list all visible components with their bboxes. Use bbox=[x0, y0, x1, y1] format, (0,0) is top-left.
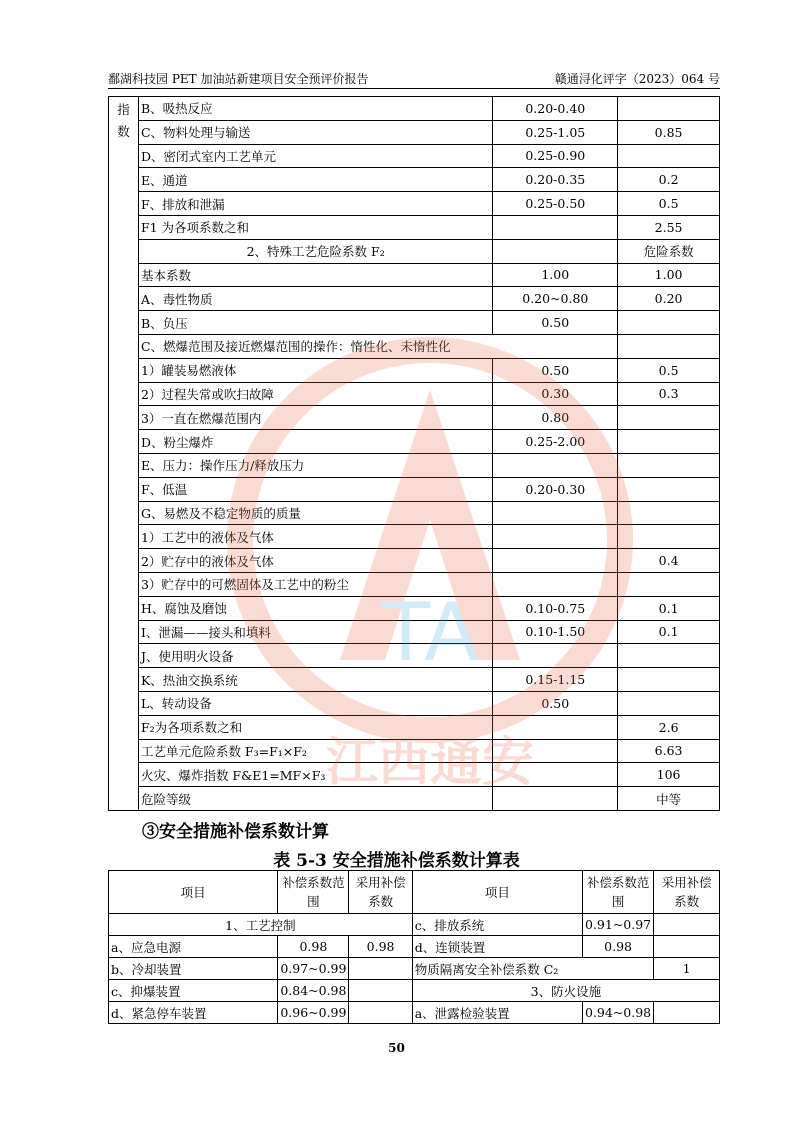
row-value: 危险系数 bbox=[618, 239, 720, 263]
row-range: 0.50 bbox=[493, 358, 618, 382]
group-fire-facilities: 3、防火设施 bbox=[412, 980, 719, 1002]
table-row bbox=[109, 334, 720, 358]
row-item: H、腐蚀及磨蚀 bbox=[138, 596, 492, 620]
row-item: 基本系数 bbox=[138, 263, 492, 287]
row-range bbox=[493, 525, 618, 549]
row-item: 3）一直在燃爆范围内 bbox=[138, 406, 492, 430]
row-item: E、通道 bbox=[138, 168, 492, 192]
row-range: 0.30 bbox=[493, 382, 618, 406]
row-value bbox=[618, 525, 720, 549]
row-item: D、粉尘爆炸 bbox=[138, 430, 492, 454]
row-range: 0.25-1.05 bbox=[493, 120, 618, 144]
table-row bbox=[109, 453, 720, 477]
row-value bbox=[618, 572, 720, 596]
table-row bbox=[109, 358, 720, 382]
row-range bbox=[493, 239, 618, 263]
row-range bbox=[493, 549, 618, 573]
row-item: L、转动设备 bbox=[138, 691, 492, 715]
table-row bbox=[109, 525, 720, 549]
row-item: F、低温 bbox=[138, 477, 492, 501]
row-item: E、压力：操作压力/释放压力 bbox=[138, 453, 492, 477]
row-range bbox=[493, 715, 618, 739]
row-item: 2）过程失常或吹扫故障 bbox=[138, 382, 492, 406]
row-range bbox=[493, 501, 618, 525]
row-item: 2、特殊工艺危险系数 F₂ bbox=[138, 239, 492, 263]
side-label: 指数 bbox=[109, 97, 139, 811]
header-range: 补偿系数范围 bbox=[583, 871, 654, 914]
table-row bbox=[109, 715, 720, 739]
table-row bbox=[109, 739, 720, 763]
row-value: 0.5 bbox=[618, 358, 720, 382]
table-row bbox=[109, 691, 720, 715]
table-row bbox=[109, 668, 720, 692]
hazard-coefficient-table bbox=[108, 96, 720, 811]
row-value bbox=[618, 477, 720, 501]
row-item: F1 为各项系数之和 bbox=[138, 215, 492, 239]
row-range: 0.50 bbox=[493, 691, 618, 715]
row-value: 106 bbox=[618, 763, 720, 787]
row-item: d、紧急停车装置 bbox=[109, 1002, 278, 1024]
row-range: 0.98 bbox=[278, 936, 349, 958]
row-item: D、密闭式室内工艺单元 bbox=[138, 144, 492, 168]
table-caption: 表 5-3 安全措施补偿系数计算表 bbox=[273, 851, 520, 871]
row-value: 2.55 bbox=[618, 215, 720, 239]
header-range: 补偿系数范围 bbox=[278, 871, 349, 914]
row-value: 0.4 bbox=[618, 549, 720, 573]
row-range: 0.10-1.50 bbox=[493, 620, 618, 644]
table-row bbox=[109, 763, 720, 787]
compensation-table bbox=[108, 870, 720, 1024]
table-row bbox=[109, 596, 720, 620]
table-row bbox=[109, 311, 720, 335]
row-value bbox=[618, 311, 720, 335]
row-range: 0.25-0.50 bbox=[493, 192, 618, 216]
row-item: G、易燃及不稳定物质的质量 bbox=[138, 501, 492, 525]
row-item: 1）工艺中的液体及气体 bbox=[138, 525, 492, 549]
row-range: 0.20-0.35 bbox=[493, 168, 618, 192]
row-range: 0.91~0.97 bbox=[583, 914, 654, 936]
row-value: 中等 bbox=[618, 787, 720, 811]
row-range: 0.25-0.90 bbox=[493, 144, 618, 168]
row-item: B、负压 bbox=[138, 311, 492, 335]
table-row bbox=[109, 477, 720, 501]
row-used bbox=[349, 980, 412, 1002]
table-row bbox=[109, 168, 720, 192]
row-item: A、毒性物质 bbox=[138, 287, 492, 311]
table-row bbox=[109, 549, 720, 573]
header-item: 项目 bbox=[109, 871, 278, 914]
row-used bbox=[654, 914, 720, 936]
row-value: 2.6 bbox=[618, 715, 720, 739]
row-range: 0.97~0.99 bbox=[278, 958, 349, 980]
row-range: 0.84~0.98 bbox=[278, 980, 349, 1002]
table-row bbox=[109, 215, 720, 239]
table-row bbox=[109, 787, 720, 811]
row-range: 0.20-0.40 bbox=[493, 97, 618, 121]
row-value bbox=[618, 644, 720, 668]
row-item: F₂为各项系数之和 bbox=[138, 715, 492, 739]
row-item: I、泄漏——接头和填料 bbox=[138, 620, 492, 644]
row-value bbox=[618, 334, 720, 358]
row-value: 6.63 bbox=[618, 739, 720, 763]
row-value: 0.2 bbox=[618, 168, 720, 192]
row-range: 0.96~0.99 bbox=[278, 1002, 349, 1024]
row-range: 0.20~0.80 bbox=[493, 287, 618, 311]
row-used bbox=[654, 936, 720, 958]
row-value: 0.3 bbox=[618, 382, 720, 406]
watermark-text: 江西通安 bbox=[325, 733, 535, 793]
row-range bbox=[493, 787, 618, 811]
row-range bbox=[493, 763, 618, 787]
table-row bbox=[109, 620, 720, 644]
row-item: 3）贮存中的可燃固体及工艺中的粉尘 bbox=[138, 572, 492, 596]
row-item: 火灾、爆炸指数 F&E1=MF×F₃ bbox=[138, 763, 492, 787]
row-item: 2）贮存中的液体及气体 bbox=[138, 549, 492, 573]
row-item: c、抑爆装置 bbox=[109, 980, 278, 1002]
report-title: 鄱湖科技园 PET 加油站新建项目安全预评价报告 bbox=[108, 72, 369, 86]
row-range: 0.80 bbox=[493, 406, 618, 430]
row-value: 1.00 bbox=[618, 263, 720, 287]
row-range: 0.94~0.98 bbox=[583, 1002, 654, 1024]
row-range: 0.50 bbox=[493, 311, 618, 335]
row-total-item: 物质隔离安全补偿系数 C₂ bbox=[412, 958, 653, 980]
row-range: 0.25-2.00 bbox=[493, 430, 618, 454]
row-item: a、应急电源 bbox=[109, 936, 278, 958]
row-item: 1）罐装易燃液体 bbox=[138, 358, 492, 382]
table-row bbox=[109, 382, 720, 406]
row-range bbox=[493, 644, 618, 668]
row-value: 0.20 bbox=[618, 287, 720, 311]
row-value bbox=[618, 97, 720, 121]
row-used bbox=[654, 1002, 720, 1024]
row-range: 1.00 bbox=[493, 263, 618, 287]
table-row bbox=[109, 430, 720, 454]
table-row bbox=[109, 144, 720, 168]
row-value bbox=[618, 668, 720, 692]
table-row bbox=[109, 192, 720, 216]
page-number: 50 bbox=[388, 1041, 405, 1055]
row-value bbox=[618, 691, 720, 715]
row-value: 0.5 bbox=[618, 192, 720, 216]
row-value: 0.85 bbox=[618, 120, 720, 144]
row-used bbox=[349, 1002, 412, 1024]
header-used: 采用补偿系数 bbox=[349, 871, 412, 914]
row-item: 工艺单元危险系数 F₃=F₁×F₂ bbox=[138, 739, 492, 763]
row-range: 0.98 bbox=[583, 936, 654, 958]
header-used: 采用补偿系数 bbox=[654, 871, 720, 914]
table-row bbox=[109, 501, 720, 525]
group-process-control: 1、工艺控制 bbox=[109, 914, 413, 936]
row-range: 0.15-1.15 bbox=[493, 668, 618, 692]
header-item: 项目 bbox=[412, 871, 582, 914]
row-value bbox=[618, 406, 720, 430]
row-value: 0.1 bbox=[618, 596, 720, 620]
row-range bbox=[493, 739, 618, 763]
table-row bbox=[109, 406, 720, 430]
row-item: K、热油交换系统 bbox=[138, 668, 492, 692]
row-item: b、冷却装置 bbox=[109, 958, 278, 980]
row-item: C、物料处理与输送 bbox=[138, 120, 492, 144]
row-used bbox=[349, 958, 412, 980]
row-item: C、燃爆范围及接近燃爆范围的操作：惰性化、未惰性化 bbox=[138, 334, 617, 358]
table-row bbox=[109, 120, 720, 144]
table-row bbox=[109, 572, 720, 596]
table-row bbox=[109, 644, 720, 668]
row-total-used: 1 bbox=[654, 958, 720, 980]
row-range bbox=[493, 572, 618, 596]
row-value bbox=[618, 144, 720, 168]
watermark-letters: TA bbox=[381, 586, 479, 679]
row-value bbox=[618, 501, 720, 525]
row-item: a、泄露检验装置 bbox=[412, 1002, 582, 1024]
row-range: 0.10-0.75 bbox=[493, 596, 618, 620]
page-header bbox=[108, 70, 720, 89]
row-item: B、吸热反应 bbox=[138, 97, 492, 121]
row-item: F、排放和泄漏 bbox=[138, 192, 492, 216]
row-range: 0.20-0.30 bbox=[493, 477, 618, 501]
row-range bbox=[493, 453, 618, 477]
row-value: 0.1 bbox=[618, 620, 720, 644]
table-row bbox=[109, 97, 720, 121]
section-title: ③安全措施补偿系数计算 bbox=[142, 822, 329, 842]
row-item: c、排放系统 bbox=[412, 914, 582, 936]
row-value bbox=[618, 453, 720, 477]
table-row bbox=[109, 239, 720, 263]
row-range bbox=[493, 215, 618, 239]
row-item: d、连锁装置 bbox=[412, 936, 582, 958]
row-value bbox=[618, 430, 720, 454]
row-item: J、使用明火设备 bbox=[138, 644, 492, 668]
row-used: 0.98 bbox=[349, 936, 412, 958]
row-item: 危险等级 bbox=[138, 787, 492, 811]
table-row bbox=[109, 263, 720, 287]
table-row bbox=[109, 287, 720, 311]
report-number: 赣通浔化评字（2023）064 号 bbox=[554, 72, 720, 86]
